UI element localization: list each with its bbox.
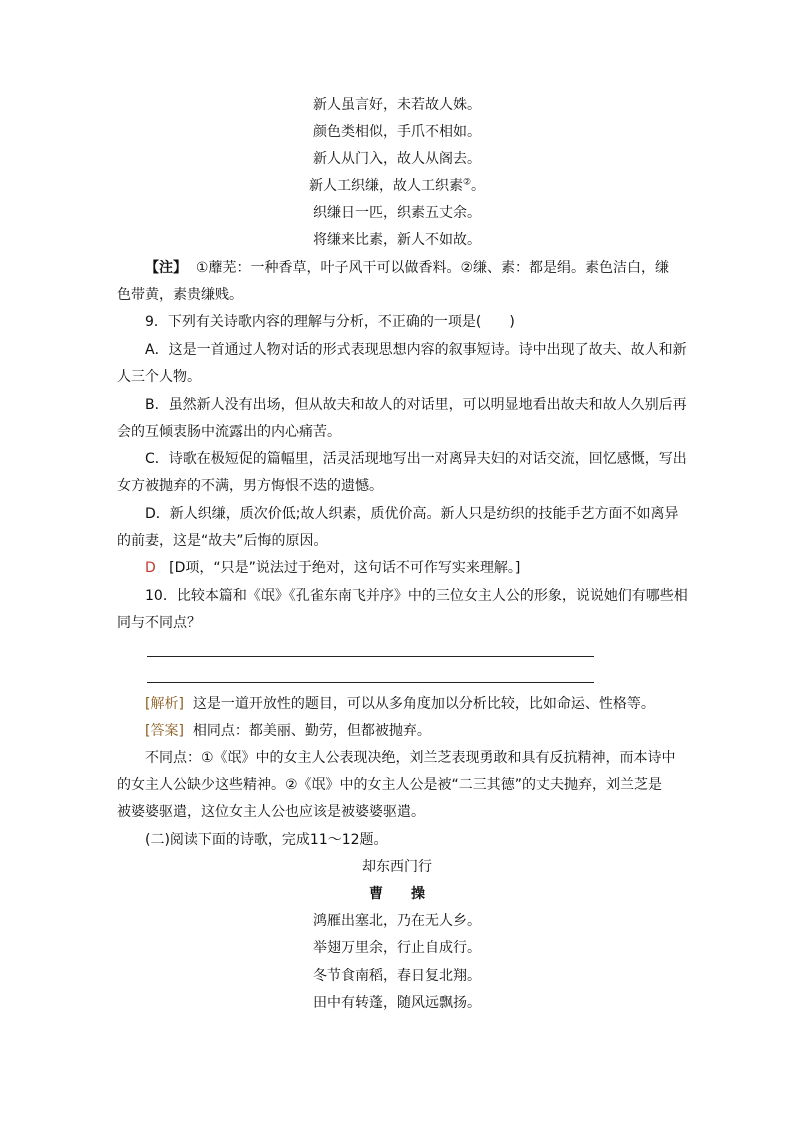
answer-line-1 bbox=[147, 656, 594, 657]
q9-stem: 9．下列有关诗歌内容的理解与分析，不正确的一项是( ) bbox=[145, 314, 515, 330]
note-text-1: ①蘼芜：一种香草，叶子风干可以做香料。②缣、素：都是绢。素色洁白，缣 bbox=[195, 260, 670, 276]
q10-diff-3: 被婆婆驱遣，这位女主人公也应该是被婆婆驱遣。 bbox=[117, 804, 425, 820]
poem2-line-4: 田中有转蓬，随风远飘扬。 bbox=[313, 995, 481, 1011]
author-char-2: 操 bbox=[411, 886, 425, 902]
analysis-text: 这是一道开放性的题目，可以从多角度加以分析比较，比如命运、性格等。 bbox=[192, 696, 655, 712]
q10-analysis bbox=[145, 694, 655, 714]
poem2-author bbox=[0, 884, 794, 904]
q9-answer-letter: D bbox=[145, 560, 156, 576]
q10-stem-1: 10．比较本篇和《氓》《孔雀东南飞并序》中的三位女主人公的形象，说说她们有哪些相 bbox=[145, 588, 688, 604]
poem-line-4-text: 新人工织缣，故人工织素 bbox=[308, 178, 463, 194]
poem-line-1: 新人虽言好，未若故人姝。 bbox=[313, 97, 481, 113]
poem-line-2: 颜色类相似，手爪不相如。 bbox=[313, 124, 481, 140]
q10-stem-2: 同与不同点？ bbox=[117, 615, 201, 631]
note-line-2: 色带黄，素贵缣贱。 bbox=[117, 287, 243, 303]
q9-option-d-2: 的前妻，这是“故夫”后悔的原因。 bbox=[117, 533, 328, 549]
poem-line-5: 织缣日一匹，织素五丈余。 bbox=[313, 205, 481, 221]
poem2-title: 却东西门行 bbox=[362, 859, 432, 875]
poem2-line-3: 冬节食南稻，春日复北翔。 bbox=[313, 968, 481, 984]
q9-option-b-2: 会的互倾衷肠中流露出的内心痛苦。 bbox=[117, 424, 341, 440]
q9-option-a-2: 人三个人物。 bbox=[117, 369, 201, 385]
section2-intro: (二)阅读下面的诗歌，完成11～12题。 bbox=[145, 832, 388, 848]
q10-answer bbox=[145, 721, 431, 741]
analysis-label: [解析] bbox=[145, 696, 184, 712]
answer-text: 相同点：都美丽、勤劳，但都被抛弃。 bbox=[192, 723, 431, 739]
q9-option-b-1: B．虽然新人没有出场，但从故夫和故人的对话里，可以明显地看出故夫和故人久别后再 bbox=[145, 397, 687, 413]
footnote-mark: ② bbox=[462, 177, 472, 188]
q9-answer-text: [D项，“只是”说法过于绝对，这句话不可作写实来理解。] bbox=[169, 560, 521, 576]
q9-option-c-1: C．诗歌在极短促的篇幅里，活灵活现地写出一对离异夫妇的对话交流，回忆感慨，写出 bbox=[145, 451, 687, 467]
q10-diff-2: 的女主人公缺少这些精神。②《氓》中的女主人公是被“二三其德”的丈夫抛弃，刘兰芝是 bbox=[117, 777, 663, 793]
poem-line-3: 新人从门入，故人从阁去。 bbox=[313, 151, 481, 167]
poem-line-6: 将缣来比素，新人不如故。 bbox=[313, 232, 481, 248]
poem2-line-2: 举翅万里余，行止自成行。 bbox=[313, 940, 481, 956]
answer-line-2 bbox=[147, 682, 594, 683]
q9-answer bbox=[145, 558, 520, 578]
q10-diff-1: 不同点：①《氓》中的女主人公表现决绝，刘兰芝表现勇敢和具有反抗精神，而本诗中 bbox=[145, 750, 676, 766]
poem-line-4 bbox=[0, 176, 794, 196]
answer-label: [答案] bbox=[145, 723, 184, 739]
q9-option-d-1: D．新人织缣，质次价低;故人织素，质优价高。新人只是纺织的技能手艺方面不如离异 bbox=[145, 506, 679, 522]
note-line-1 bbox=[145, 258, 669, 278]
poem-line-4-end: 。 bbox=[471, 178, 486, 194]
q9-option-c-2: 女方被抛弃的不满，男方悔恨不迭的遗憾。 bbox=[117, 478, 383, 494]
note-label: 【注】 bbox=[145, 260, 187, 276]
q9-option-a-1: A．这是一首通过人物对话的形式表现思想内容的叙事短诗。诗中出现了故夫、故人和新 bbox=[145, 342, 687, 358]
poem2-line-1: 鸿雁出塞北，乃在无人乡。 bbox=[313, 913, 481, 929]
author-char-1: 曹 bbox=[369, 886, 383, 902]
